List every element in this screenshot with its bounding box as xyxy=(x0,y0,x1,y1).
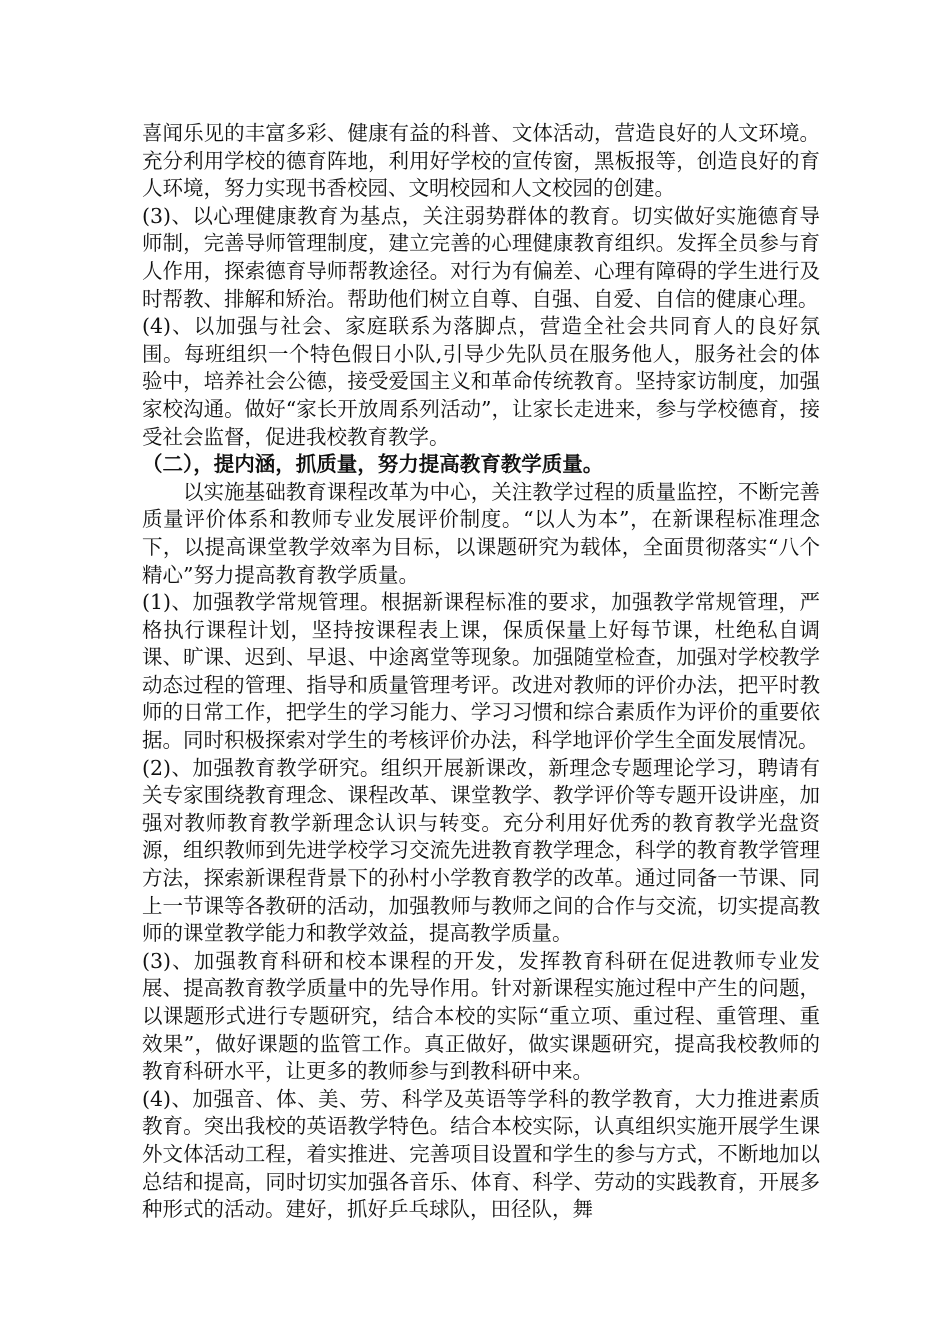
paragraph-item-2-teaching-research: (2)、加强教育教学研究。组织开展新课改，新理念专题理论学习，聘请有关专家围绕教育理念、课程改革、课堂教学、教学评价等专题开设讲座，加强对教师教育教学新理念认识与转变。充分利用好优秀的教育教学光盘资源，组织教师到先进学校学习交流先进教育教学理念，科学的教育教学管理方法，探索新课程背景下的孙村小学教育教学的改革。通过同备一节课、同上一节课等各教研的活动，加强教师与教师之间的合作与交流，切实提高教师的课堂教学能力和教学效益，提高教学质量。 xyxy=(142,755,820,946)
paragraph-curriculum-reform-intro: 以实施基础教育课程改革为中心，关注教学过程的质量监控，不断完善质量评价体系和教师专业发展评价制度。“以人为本”，在新课程标准理念下，以提高课堂教学效率为目标，以课题研究为载体，全面贯彻落实“八个精心”努力提高教育教学质量。 xyxy=(142,479,820,587)
paragraph-activities-environment: 喜闻乐见的丰富多彩、健康有益的科普、文体活动，营造良好的人文环境。充分利用学校的德育阵地，利用好学校的宣传窗，黑板报等，创造良好的育人环境，努力实现书香校园、文明校园和人文校园的创建。 xyxy=(142,121,820,201)
paragraph-item-4-society-family: (4)、以加强与社会、家庭联系为落脚点，营造全社会共同育人的良好氛围。每班组织一个特色假日小队,引导少先队员在服务他人，服务社会的体验中，培养社会公德，接受爱国主义和革命传统教育。坚持家访制度，加强家校沟通。做好“家长开放周系列活动”，让家长走进来，参与学校德育，接受社会监督，促进我校教育教学。 xyxy=(142,314,820,449)
paragraph-item-1-teaching-routine: (1)、加强教学常规管理。根据新课程标准的要求，加强教学常规管理，严格执行课程计划，坚持按课程表上课，保质保量上好每节课，杜绝私自调课、旷课、迟到、早退、中途离堂等现象。加强随堂检查，加强对学校教学动态过程的管理、指导和质量管理考评。改进对教师的评价办法，把平时教师的日常工作，把学生的学习能力、学习习惯和综合素质作为评价的重要依据。同时积极探索对学生的考核评价办法，科学地评价学生全面发展情况。 xyxy=(142,590,820,753)
paragraph-item-3-research-curriculum: (3)、加强教育科研和校本课程的开发，发挥教育科研在促进教师专业发展、提高教育教学质量中的先导作用。针对新课程实施过程中产生的问题，以课题形式进行专题研究，结合本校的实际“重立项、重过程、重管理、重效果”，做好课题的监管工作。真正做好，做实课题研究，提高我校教师的教育科研水平，让更多的教师参与到教科研中来。 xyxy=(142,948,820,1084)
paragraph-item-3-mental-health: (3)、以心理健康教育为基点，关注弱势群体的教育。切实做好实施德育导师制，完善导师管理制度，建立完善的心理健康教育组织。发挥全员参与育人作用，探索德育导师帮教途径。对行为有偏差、心理有障碍的学生进行及时帮教、排解和矫治。帮助他们树立自尊、自强、自爱、自信的健康心理。 xyxy=(142,203,820,311)
section-heading-teaching-quality: （二），提内涵，抓质量，努力提高教育教学质量。 xyxy=(142,452,604,477)
document-page xyxy=(142,120,820,1224)
paragraph-item-4-arts-sports: (4)、加强音、体、美、劳、科学及英语等学科的教学教育，大力推进素质教育。突出我校的英语教学特色。结合本校实际，认真组织实施开展学生课外文体活动工程，着实推进、完善项目设置和学生的参与方式，不断地加以总结和提高，同时切实加强各音乐、体育、科学、劳动的实践教育，开展多种形式的活动。建好，抓好乒乓球队，田径队，舞 xyxy=(142,1086,820,1222)
